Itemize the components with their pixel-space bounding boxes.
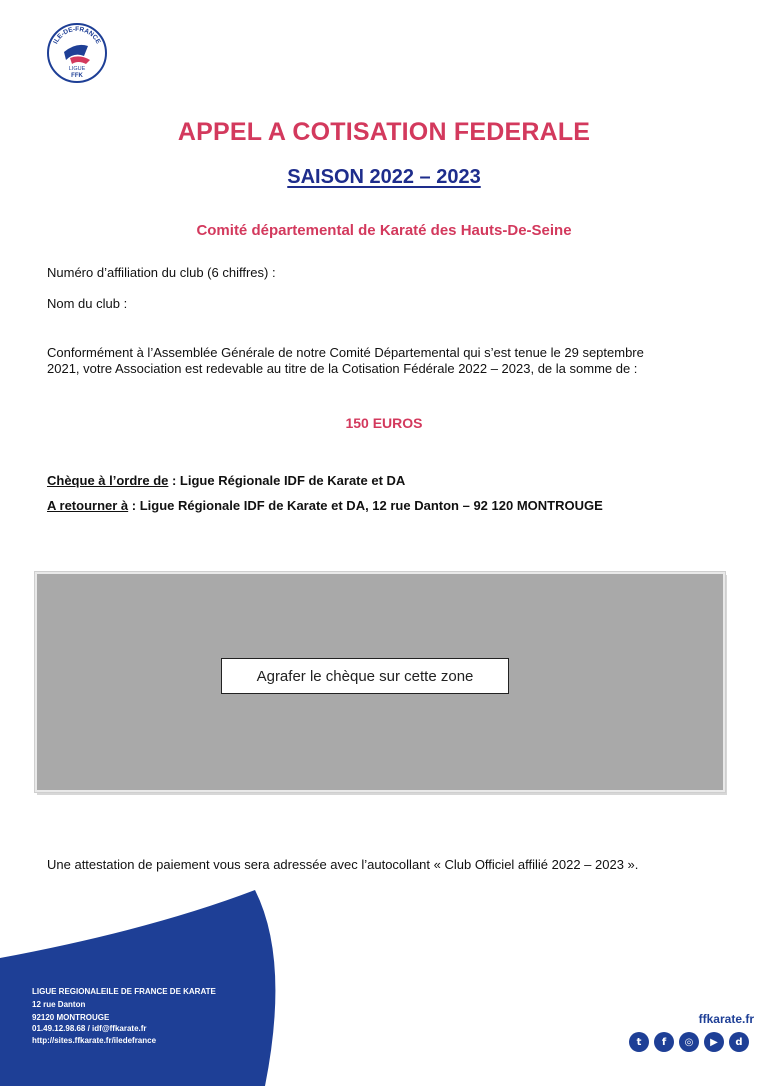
body-line-2: 2021, votre Association est redevable au titre de la Cotisation Fédérale 2022 – 2023, de la somme de : bbox=[47, 361, 638, 376]
affiliation-label: Numéro d’affiliation du club (6 chiffres) : bbox=[47, 265, 276, 280]
logo-brand-text: FFK bbox=[71, 73, 83, 79]
youtube-icon[interactable]: ▶ bbox=[704, 1032, 724, 1052]
cheque-order-value: : Ligue Régionale IDF de Karate et DA bbox=[168, 473, 406, 488]
amount: 150 EUROS bbox=[345, 415, 423, 431]
footer-contact[interactable]: 01.49.12.98.68 / idf@ffkarate.fr bbox=[32, 1024, 147, 1033]
cheque-order-line bbox=[47, 473, 405, 488]
footer-url[interactable]: http://sites.ffkarate.fr/iledefrance bbox=[32, 1036, 157, 1045]
footer-city: 92120 MONTROUGE bbox=[32, 1013, 110, 1022]
page-title: APPEL A COTISATION FEDERALE bbox=[177, 118, 591, 146]
footer-org: LIGUE REGIONALEILE DE FRANCE DE KARATE bbox=[32, 987, 216, 996]
return-address-value: : Ligue Régionale IDF de Karate et DA, 12 rue Danton – 92 120 MONTROUGE bbox=[128, 498, 603, 513]
instagram-icon[interactable]: ◎ bbox=[679, 1032, 699, 1052]
staple-zone-label: Agrafer le chèque sur cette zone bbox=[221, 658, 509, 694]
twitter-icon[interactable]: t bbox=[629, 1032, 649, 1052]
club-name-label: Nom du club : bbox=[47, 296, 128, 311]
body-line-1: Conformément à l’Assemblée Générale de notre Comité Départemental qui s’est tenue le 29 septembre bbox=[47, 345, 644, 360]
footer-street: 12 rue Danton bbox=[32, 1000, 86, 1009]
season-heading bbox=[0, 166, 768, 189]
committee-name: Comité départemental de Karaté des Hauts-De-Seine bbox=[196, 222, 572, 239]
cheque-order-label: Chèque à l’ordre de bbox=[47, 473, 169, 488]
return-address-label: A retourner à bbox=[47, 498, 129, 513]
social-links bbox=[629, 1032, 749, 1052]
logo-top-text: ILE-DE-FRANCE bbox=[52, 25, 102, 46]
website-link[interactable]: ffkarate.fr bbox=[698, 1012, 754, 1026]
logo-ligue-text: LIGUE bbox=[68, 66, 86, 72]
dailymotion-icon[interactable]: d bbox=[729, 1032, 749, 1052]
return-address-line bbox=[47, 498, 603, 513]
facebook-icon[interactable]: f bbox=[654, 1032, 674, 1052]
ligue-ffk-logo bbox=[46, 22, 108, 84]
closing-text: Une attestation de paiement vous sera adressée avec l’autocollant « Club Officiel affilié 2022 – 2023 ». bbox=[47, 857, 639, 872]
season-text: SAISON 2022 – 2023 bbox=[287, 166, 481, 188]
